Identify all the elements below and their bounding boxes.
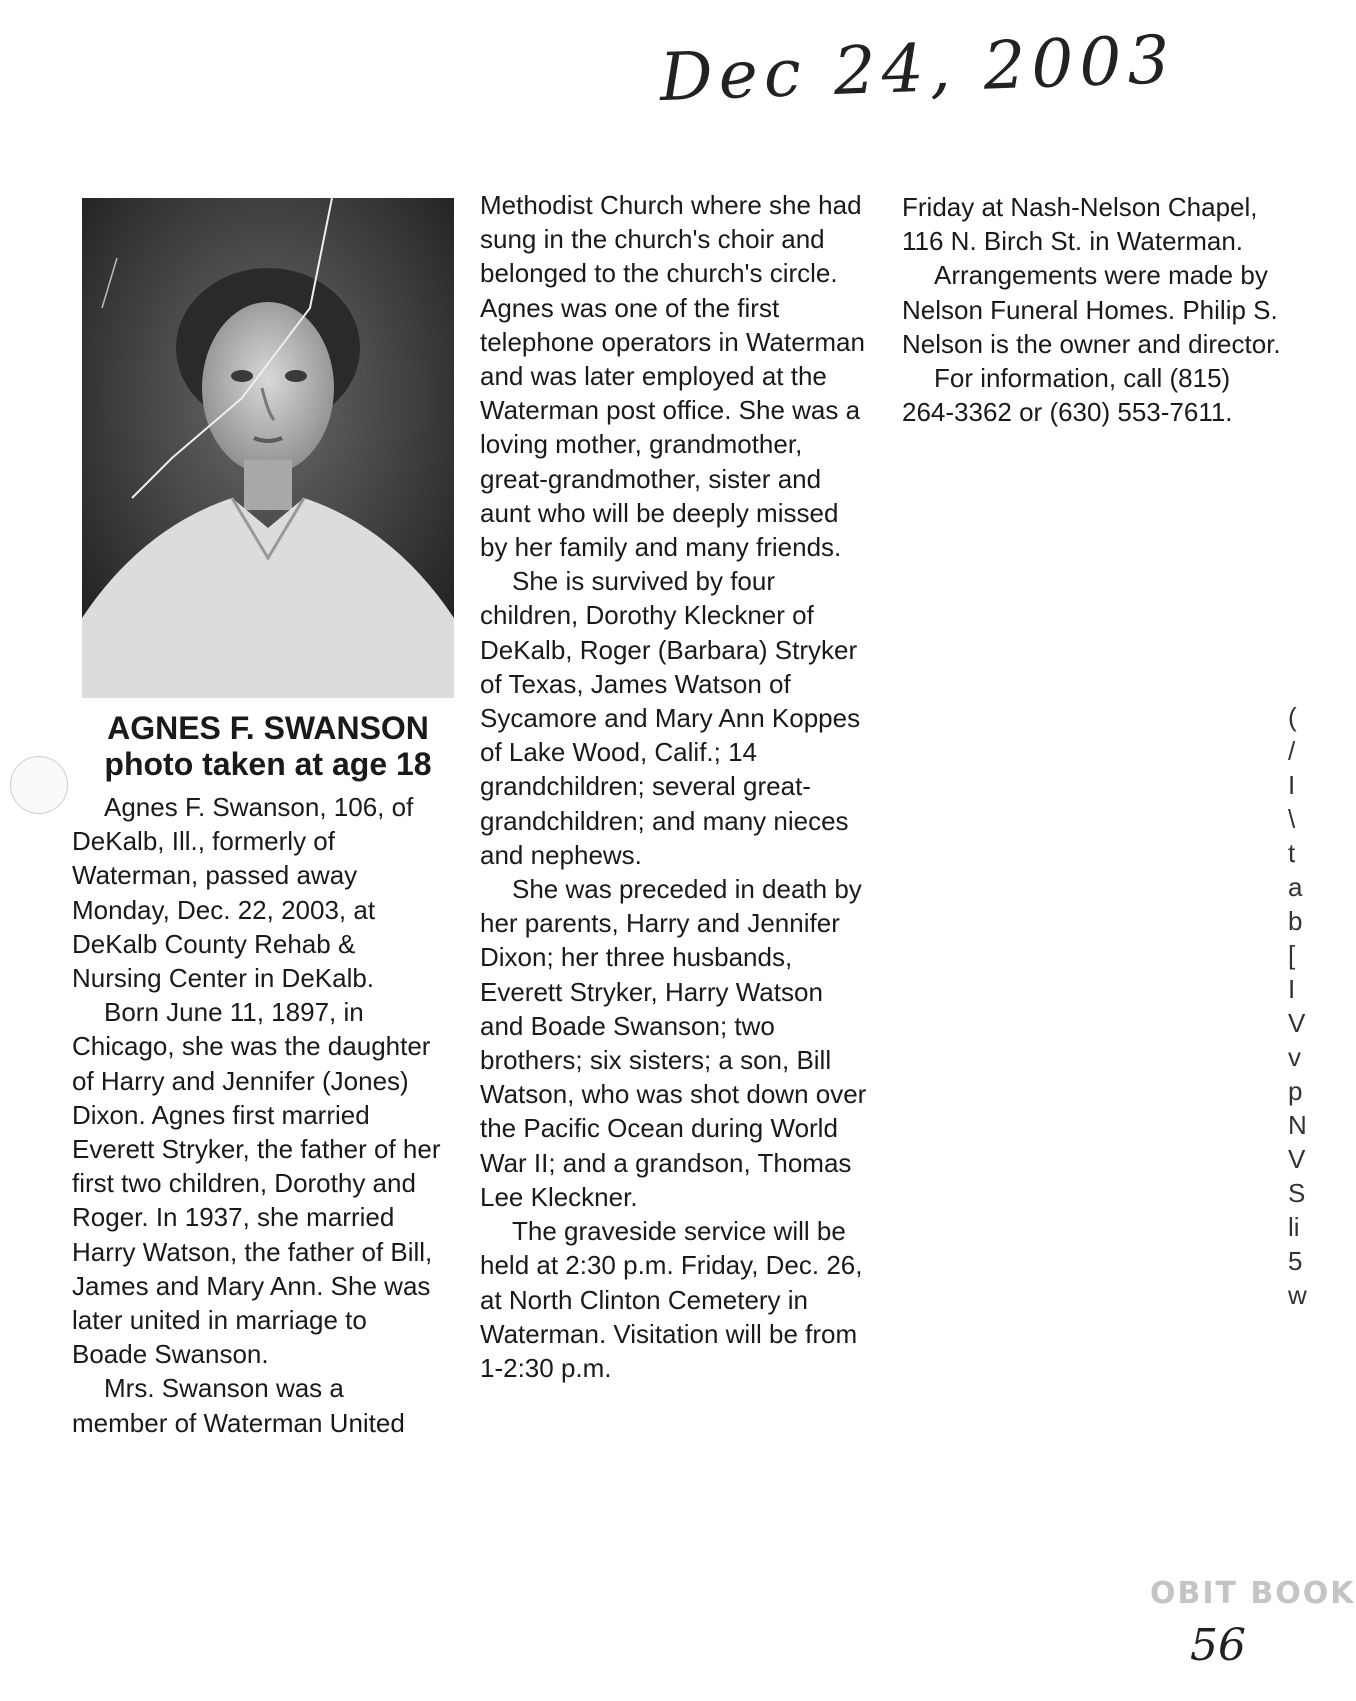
edge-fragment: S <box>1288 1178 1306 1208</box>
paragraph: Friday at Nash-Nelson Chapel, 116 N. Birch St. in Waterman. <box>902 192 1258 257</box>
handwritten-date: Dec 24, 2003 <box>658 21 1177 117</box>
portrait-photo <box>82 198 454 698</box>
edge-fragment: I <box>1288 974 1296 1004</box>
edge-fragment: / <box>1288 736 1296 766</box>
punch-hole <box>10 756 68 814</box>
edge-fragment: [ <box>1288 940 1296 970</box>
deceased-name: AGNES F. SWANSON <box>107 710 429 746</box>
edge-fragment: a <box>1288 872 1303 902</box>
paragraph: Born June 11, 1897, in Chicago, she was the daughter of Harry and Jennifer (Jones) Dixon. Agnes first married Everett Stryker, the father of her first two children, Dorothy and Roger. In 1937, she married Harry Watson, the father of Bill, James and Mary Ann. She was later united in marriage to Boade Swanson. <box>72 997 441 1370</box>
edge-fragment: V <box>1288 1008 1306 1038</box>
paragraph: Mrs. Swanson was a member of Waterman United <box>72 1373 405 1438</box>
edge-fragment: v <box>1288 1042 1301 1072</box>
edge-fragment: I <box>1288 770 1296 800</box>
portrait-photo-icon <box>82 198 454 698</box>
obituary-column-1 <box>72 790 444 1440</box>
edge-fragment: t <box>1288 838 1296 868</box>
edge-fragment: 5 <box>1288 1246 1303 1276</box>
paragraph: Methodist Church where she had sung in the church's choir and belonged to the church's circle. Agnes was one of the first telephone operators in Waterman and was later employed at the Waterman post office. She was a loving mother, grandmother, great-grandmother, sister and aunt who will be deeply missed by her family and many friends. <box>480 190 865 563</box>
paragraph: For information, call (815) 264-3362 or (630) 553-7611. <box>902 363 1233 428</box>
edge-fragment: ( <box>1288 702 1297 732</box>
paragraph: Agnes F. Swanson, 106, of DeKalb, Ill., formerly of Waterman, passed away Monday, Dec. 22, 2003, at DeKalb County Rehab & Nursing Center in DeKalb. <box>72 792 414 994</box>
paragraph: She is survived by four children, Dorothy Kleckner of DeKalb, Roger (Barbara) Stryker of Texas, James Watson of Sycamore and Mary Ann Koppes of Lake Wood, Calif.; 14 grandchildren; several great-grandchildren; and many nieces and nephews. <box>480 566 861 870</box>
cut-off-adjacent-column <box>1288 700 1308 1440</box>
page-number: 56 <box>1190 1620 1246 1671</box>
obituary-column-2 <box>480 188 870 1385</box>
paragraph: She was preceded in death by her parents, Harry and Jennifer Dixon; her three husbands, Everett Stryker, Harry Watson and Boade Swanson; two brothers; six sisters; a son, Bill Watson, who was shot down over the Pacific Ocean during World War II; and a grandson, Thomas Lee Kleckner. <box>480 874 867 1212</box>
edge-fragment: N <box>1288 1110 1307 1140</box>
photo-subtitle: photo taken at age 18 <box>104 746 432 782</box>
obituary-caption <box>82 710 454 782</box>
paragraph: The graveside service will be held at 2:30 p.m. Friday, Dec. 26, at North Clinton Cemetery in Waterman. Visitation will be from 1-2:30 p.m. <box>480 1216 863 1383</box>
paragraph: Arrangements were made by Nelson Funeral Homes. Philip S. Nelson is the owner and director. <box>902 260 1281 359</box>
obit-book-stamp: OBIT BOOK <box>1150 1576 1356 1611</box>
edge-fragment: V <box>1288 1144 1306 1174</box>
obituary-column-3 <box>902 190 1282 429</box>
edge-fragment: \ <box>1288 804 1296 834</box>
edge-fragment: b <box>1288 906 1303 936</box>
edge-fragment: p <box>1288 1076 1303 1106</box>
edge-fragment: li <box>1288 1212 1300 1242</box>
edge-fragment: w <box>1288 1280 1307 1310</box>
